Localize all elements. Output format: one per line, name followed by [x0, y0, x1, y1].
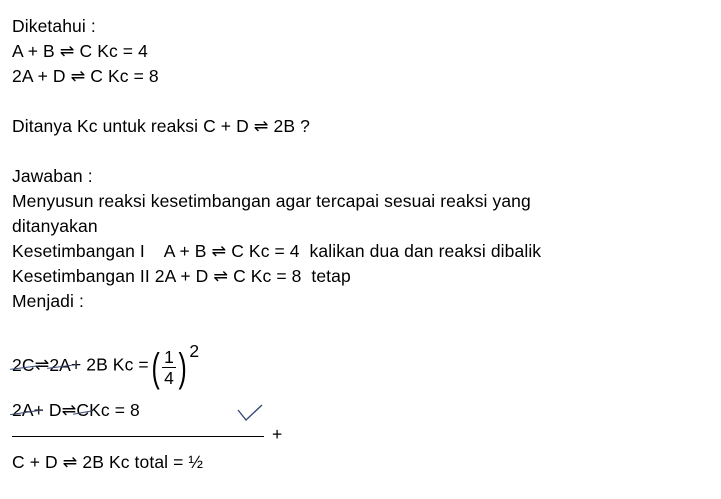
sum-operator: + [272, 424, 283, 444]
known-line-1: A + B ⇌ C Kc = 4 [12, 41, 148, 61]
answer-line-1: Menyusun reaksi kesetimbangan agar tercapai sesuai reaksi yang [12, 191, 531, 211]
work-line-2 [12, 398, 140, 423]
cancelled-2a-second: 2A [12, 398, 34, 423]
spacer-1 [12, 89, 709, 114]
fraction [162, 348, 176, 387]
cancelled-c: C [76, 398, 89, 423]
answer-line-2: ditanyakan [12, 216, 98, 236]
answer-line-3: Kesetimbangan I A + B ⇌ C Kc = 4 kalikan dua dan reaksi dibalik [12, 241, 542, 261]
arrow-2: ⇌ [61, 400, 77, 420]
arrow-1: ⇌ [34, 354, 50, 375]
plus-d: + D [33, 400, 62, 420]
answer-line-5: Menjadi : [12, 291, 84, 311]
known-line-2: 2A + D ⇌ C Kc = 8 [12, 66, 159, 86]
spacer-2 [12, 139, 709, 164]
fraction-exponent: 2 [189, 341, 200, 361]
sum-divider [12, 436, 264, 437]
fraction-expression [149, 341, 200, 390]
answer-heading: Jawaban : [12, 166, 93, 186]
right-paren: ) [178, 345, 187, 390]
work-line-1-rest: + 2B Kc = [70, 354, 149, 375]
cancelled-2c: 2C [12, 353, 35, 378]
question-line: Ditanya Kc untuk reaksi C + D ⇌ 2B ? [12, 116, 310, 136]
kc-value-2: Kc = 8 [89, 400, 140, 420]
answer-line-4: Kesetimbangan II 2A + D ⇌ C Kc = 8 tetap [12, 266, 351, 286]
left-paren: ( [151, 345, 160, 390]
cancelled-2a: 2A [49, 353, 71, 378]
work-line-1 [12, 341, 200, 390]
fraction-numerator: 1 [164, 347, 174, 367]
known-heading: Diketahui : [12, 16, 96, 36]
fraction-denominator: 4 [164, 368, 174, 388]
work-total-line: C + D ⇌ 2B Kc total = ½ [12, 452, 204, 472]
check-mark-icon [237, 404, 263, 424]
